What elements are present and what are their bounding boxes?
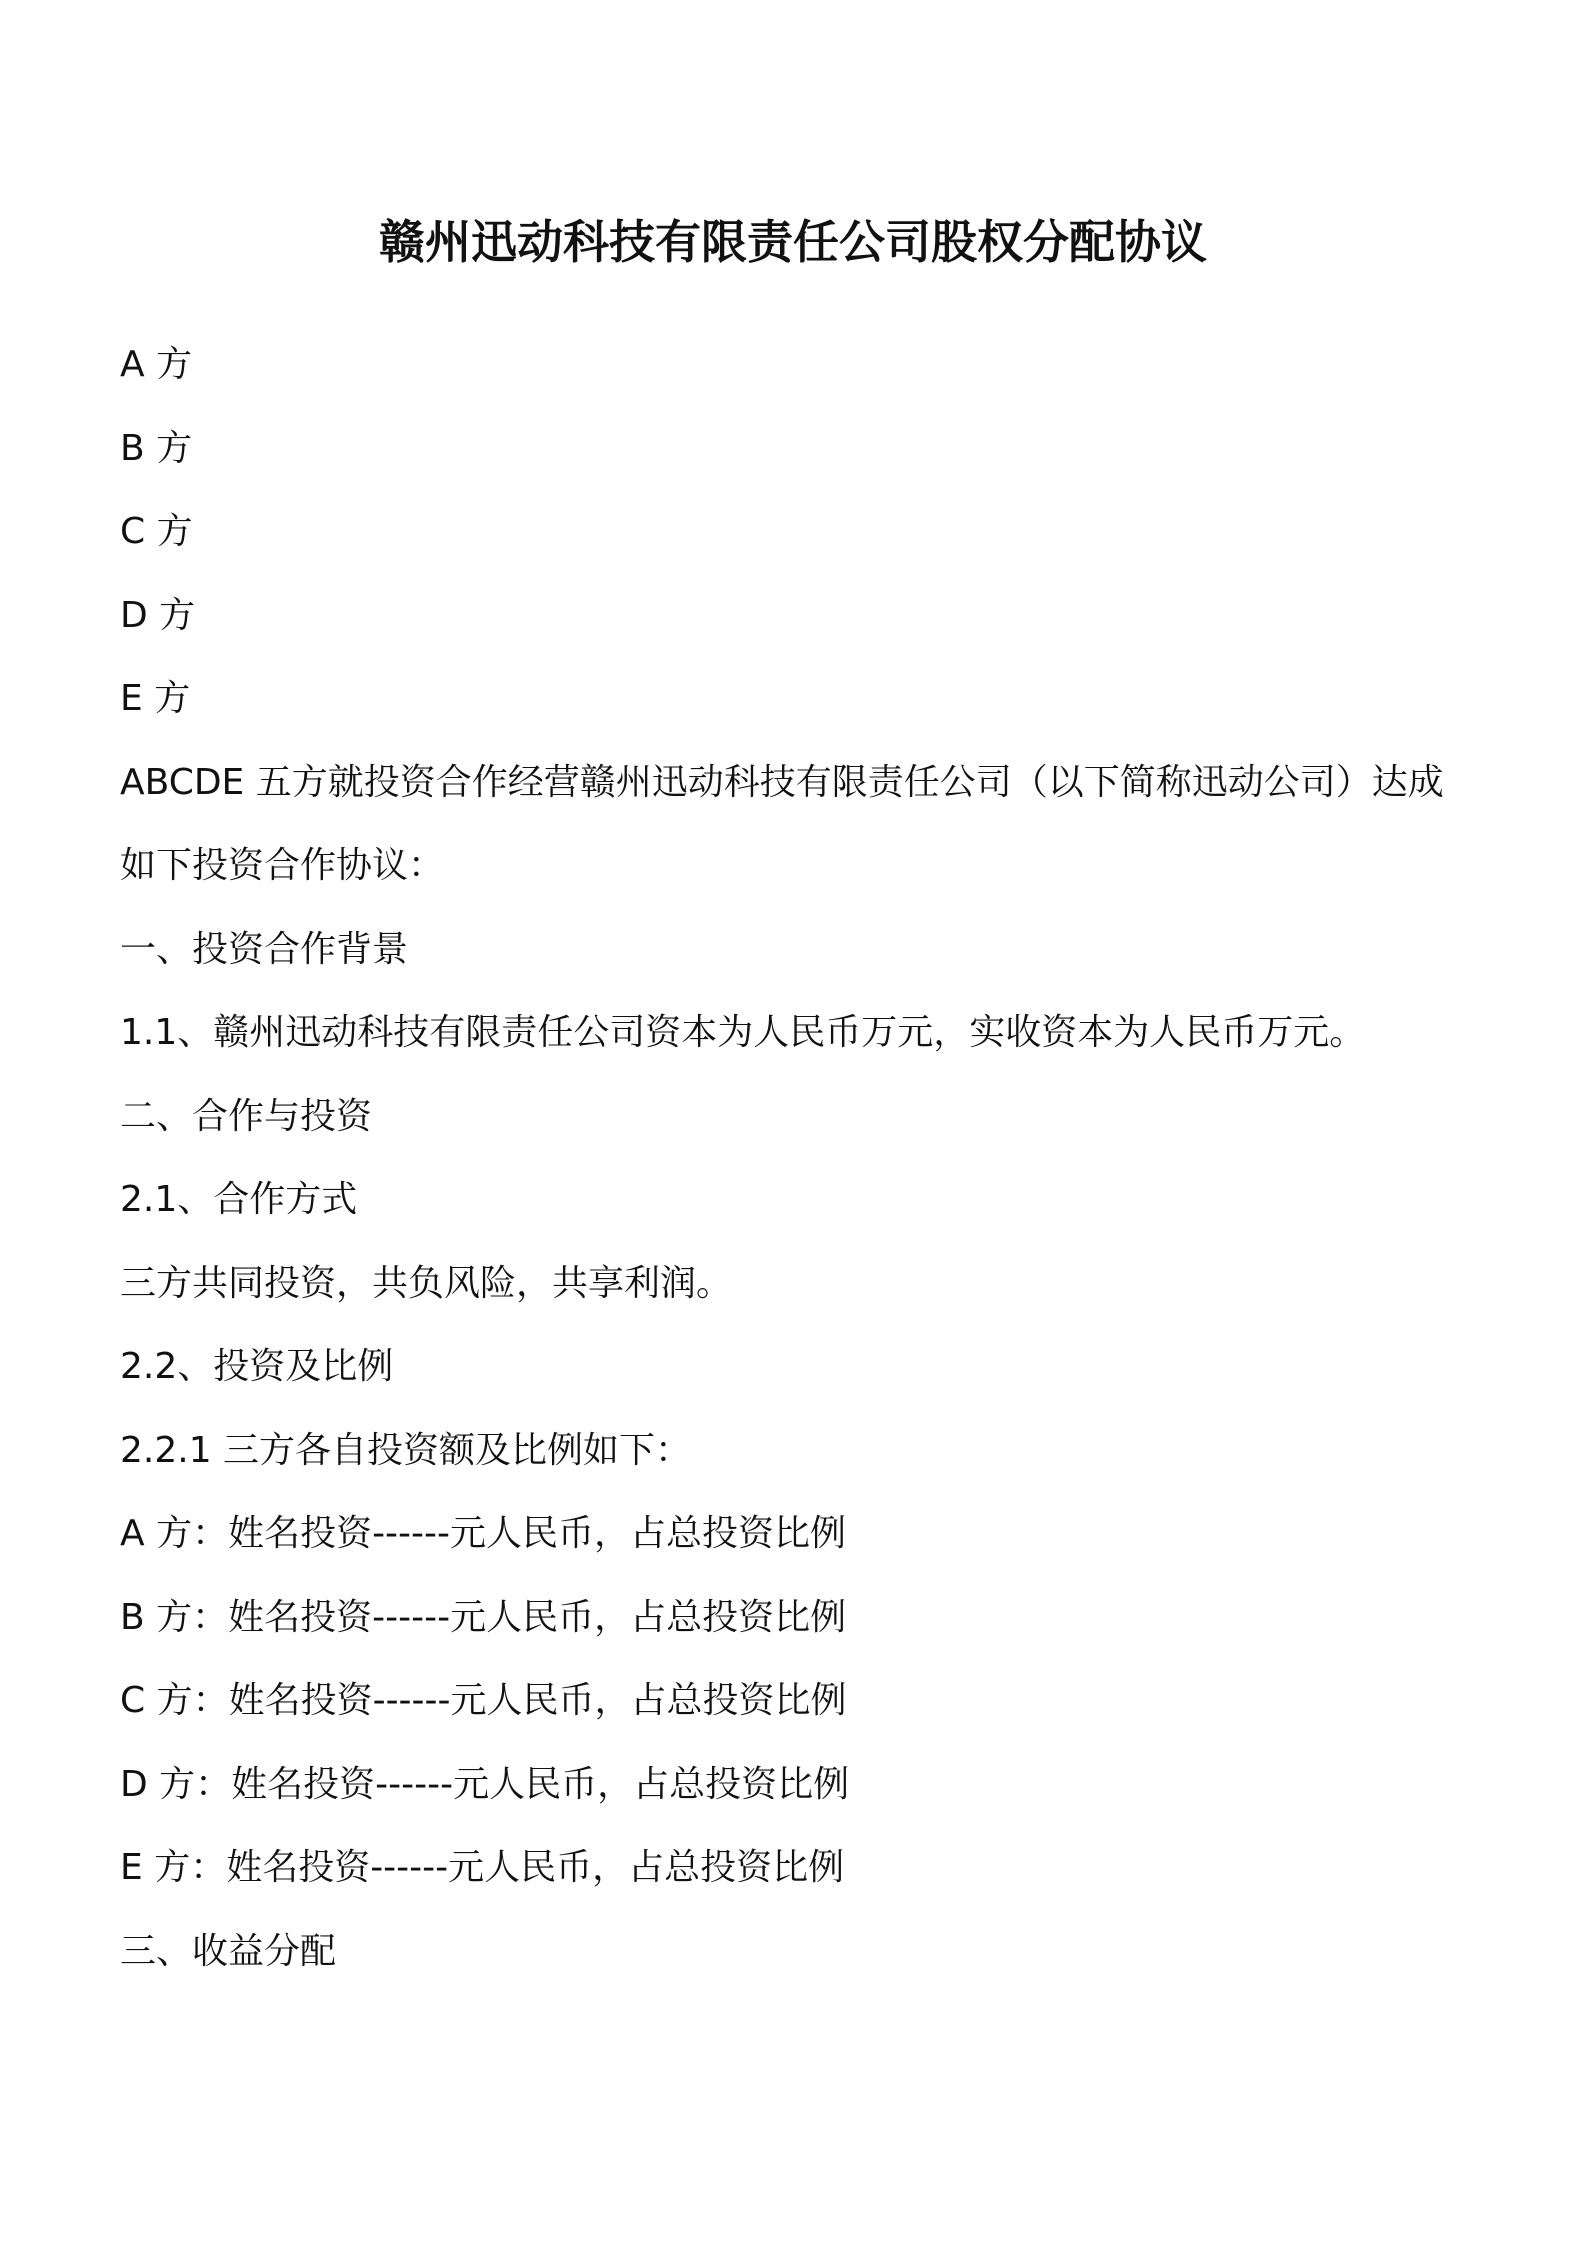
investment-line-a: A 方：姓名投资------元人民币，占总投资比例 (120, 1513, 847, 1554)
investment-line-e: E 方：姓名投资------元人民币，占总投资比例 (120, 1847, 845, 1888)
party-b-line: B 方 (120, 427, 193, 469)
clause-2-1-text: 三方共同投资，共负风险，共享利润。 (120, 1262, 733, 1304)
investment-line-b: B 方：姓名投资------元人民币，占总投资比例 (120, 1596, 847, 1638)
party-d-line: D 方 (120, 594, 196, 636)
intro-paragraph-line-2: 如下投资合作协议： (120, 845, 445, 886)
intro-paragraph-line-1: ABCDE 五方就投资合作经营赣州迅动科技有限责任公司（以下简称迅动公司）达成 (120, 761, 1444, 803)
clause-1-1: 1.1、赣州迅动科技有限责任公司资本为人民币万元，实收资本为人民币万元。 (120, 1012, 1366, 1053)
party-e-line: E 方 (120, 678, 191, 719)
clause-2-2-heading: 2.2、投资及比例 (120, 1346, 394, 1387)
party-c-line: C 方 (120, 511, 193, 552)
clause-2-1-heading: 2.1、合作方式 (120, 1179, 358, 1220)
document-title: 赣州迅动科技有限责任公司股权分配协议 (379, 215, 1207, 269)
investment-line-d: D 方：姓名投资------元人民币，占总投资比例 (120, 1763, 850, 1805)
investment-line-c: C 方：姓名投资------元人民币，占总投资比例 (120, 1680, 847, 1721)
clause-2-2-1: 2.2.1 三方各自投资额及比例如下： (120, 1429, 692, 1471)
section-2-heading: 二、合作与投资 (120, 1095, 373, 1137)
section-3-heading: 三、收益分配 (120, 1930, 337, 1972)
document-body (120, 323, 1500, 1993)
section-1-heading: 一、投资合作背景 (120, 928, 409, 970)
party-a-line: A 方 (120, 344, 193, 385)
